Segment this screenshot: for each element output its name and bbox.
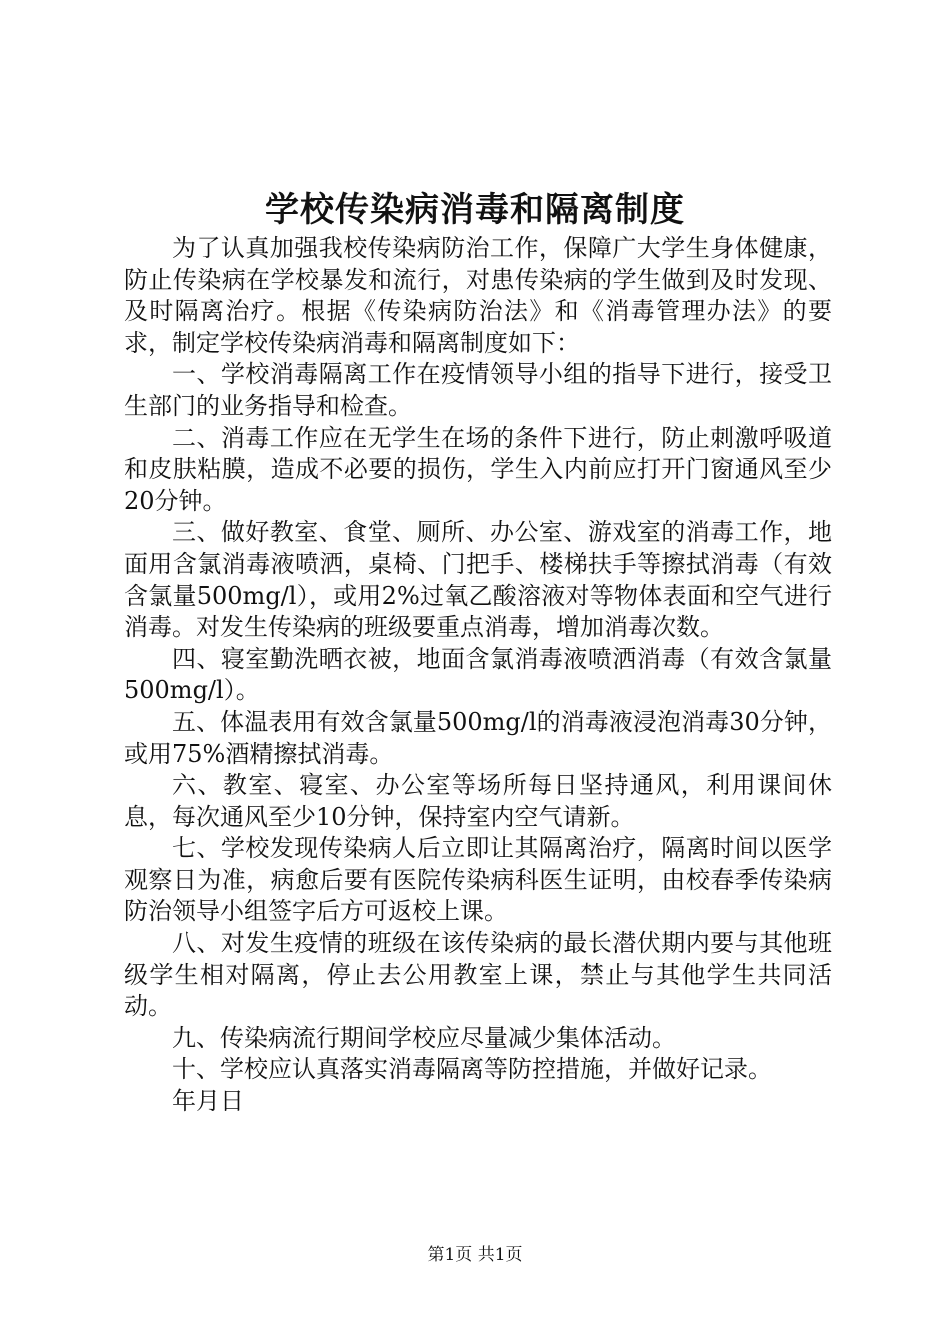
document-body <box>124 233 832 1118</box>
page-footer: 第1页 共1页 <box>427 1245 523 1265</box>
rule-paragraph-6: 六、教室、寝室、办公室等场所每日坚持通风，利用课间休息，每次通风至少10分钟，保持室内空气请新。 <box>124 771 832 831</box>
rule-paragraph-5: 五、体温表用有效含氯量500mg/l的消毒液浸泡消毒30分钟，或用75%酒精擦拭消毒。 <box>124 707 832 768</box>
rule-paragraph-7: 七、学校发现传染病人后立即让其隔离治疗，隔离时间以医学观察日为准，病愈后要有医院传染病科医生证明，由校春季传染病防治领导小组签字后方可返校上课。 <box>124 834 832 926</box>
rule-paragraph-1: 一、学校消毒隔离工作在疫情领导小组的指导下进行，接受卫生部门的业务指导和检查。 <box>124 360 832 420</box>
intro-paragraph: 为了认真加强我校传染病防治工作，保障广大学生身体健康，防止传染病在学校暴发和流行，对患传染病的学生做到及时发现、及时隔离治疗。根据《传染病防治法》和《消毒管理办法》的要求，制定学校传染病消毒和隔离制度如下： <box>124 234 832 357</box>
document-title: 学校传染病消毒和隔离制度 <box>265 190 685 230</box>
rule-paragraph-3: 三、做好教室、食堂、厕所、办公室、游戏室的消毒工作，地面用含氯消毒液喷洒，桌椅、门把手、楼梯扶手等擦拭消毒（有效含氯量500mg/l），或用2%过氧乙酸溶液对等物体表面和空气进行消毒。对发生传染病的班级要重点消毒，增加消毒次数。 <box>124 518 832 642</box>
rule-paragraph-4: 四、寝室勤洗晒衣被，地面含氯消毒液喷洒消毒（有效含氯量500mg/l）。 <box>124 644 832 705</box>
rule-paragraph-9: 九、传染病流行期间学校应尽量减少集体活动。 <box>172 1023 676 1052</box>
rule-paragraph-2: 二、消毒工作应在无学生在场的条件下进行，防止刺激呼吸道和皮肤粘膜，造成不必要的损伤，学生入内前应打开门窗通风至少20分钟。 <box>124 423 832 515</box>
rule-paragraph-10: 十、学校应认真落实消毒隔离等防控措施，并做好记录。 <box>172 1055 772 1084</box>
rule-paragraph-8: 八、对发生疫情的班级在该传染病的最长潜伏期内要与其他班级学生相对隔离，停止去公用教室上课，禁止与其他学生共同活动。 <box>124 929 832 1021</box>
date-line: 年月日 <box>172 1087 244 1116</box>
